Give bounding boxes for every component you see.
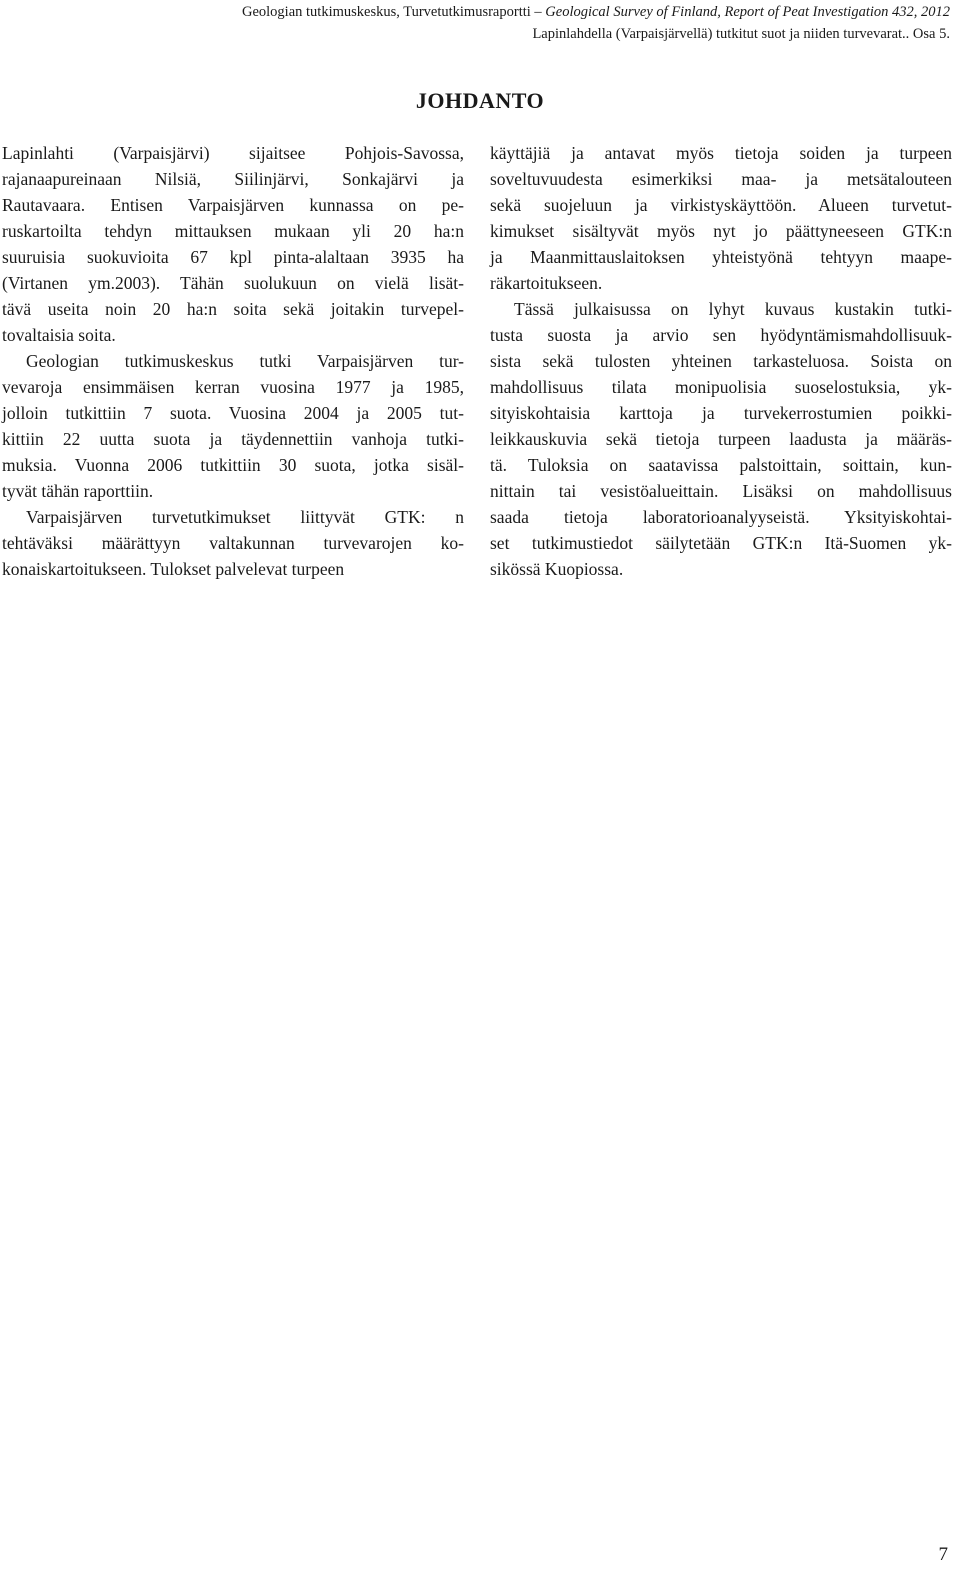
right-paragraph (490, 140, 952, 296)
section-title: JOHDANTO (415, 88, 545, 113)
text-line: tyvät tähän raporttiin. (2, 481, 154, 501)
text-line: suuruisia suokuvioita 67 kpl pinta-alaltaan 3935 ha (2, 247, 464, 267)
text-line: tävä useita noin 20 ha:n soita sekä joitakin turvepel- (2, 299, 464, 319)
text-line: mahdollisuus tilata monipuolisia suoselostuksia, yk- (490, 377, 952, 397)
text-line: konaiskartoitukseen. Tulokset palvelevat turpeen (2, 559, 345, 579)
text-line: sekä suojeluun ja virkistyskäyttöön. Alueen turvetut- (490, 195, 952, 215)
text-line: tehtäväksi määrättyyn valtakunnan turvevarojen ko- (2, 533, 464, 553)
text-line: Lapinlahti (Varpaisjärvi) sijaitsee Pohjois-Savossa, (2, 143, 464, 163)
left-paragraph (2, 140, 464, 348)
left-paragraph (2, 348, 464, 504)
text-line: sikössä Kuopiossa. (490, 559, 624, 579)
text-line: vevaroja ensimmäisen kerran vuosina 1977 ja 1985, (2, 377, 464, 397)
page-number: 7 (938, 1544, 948, 1565)
left-paragraph (2, 504, 464, 582)
text-line: käyttäjiä ja antavat myös tietoja soiden ja turpeen (490, 143, 952, 163)
text-line: rajanaapureinaan Nilsiä, Siilinjärvi, Sonkajärvi ja (2, 169, 464, 189)
text-line: tovaltaisia soita. (2, 325, 116, 345)
text-line: set tutkimustiedot säilytetään GTK:n Itä-Suomen yk- (490, 533, 952, 553)
running-head-series-english: Geological Survey of Finland, Report of Peat Investigation 432, 2012 (545, 4, 950, 20)
running-head-line-2: Lapinlahdella (Varpaisjärvellä) tutkitut suot ja niiden turvevarat.. Osa 5. (532, 26, 950, 42)
text-line: räkartoitukseen. (490, 273, 603, 293)
text-line: tusta suosta ja arvio sen hyödyntämismahdollisuuk- (490, 325, 952, 345)
running-head-line-1 (242, 1, 950, 23)
text-line: Tässä julkaisussa on lyhyt kuvaus kustakin tutki- (514, 299, 952, 319)
text-line: sityiskohtaisia karttoja ja turvekerrostumien poikki- (490, 403, 952, 423)
text-line: Geologian tutkimuskeskus tutki Varpaisjärven tur- (26, 351, 464, 371)
text-line: kimukset sisältyvät myös nyt jo päättyneeseen GTK:n (490, 221, 952, 241)
text-line: leikkauskuvia sekä tietoja turpeen laadusta ja määräs- (490, 429, 952, 449)
text-line: Rautavaara. Entisen Varpaisjärven kunnassa on pe- (2, 195, 464, 215)
text-line: ruskartoilta tehdyn mittauksen mukaan yli 20 ha:n (2, 221, 464, 241)
running-head-series: Geologian tutkimuskeskus, Turvetutkimusraportti – (241, 4, 546, 20)
text-line: kittiin 22 uutta suota ja täydennettiin vanhoja tutki- (2, 429, 464, 449)
text-line: soveltuvuudesta esimerkiksi maa- ja metsätalouteen (490, 169, 952, 189)
running-head (242, 1, 950, 45)
text-line: nittain tai vesistöalueittain. Lisäksi on mahdollisuus (490, 481, 952, 501)
text-line: sista sekä tulosten yhteinen tarkasteluosa. Soista on (490, 351, 952, 371)
text-line: ja Maanmittauslaitoksen yhteistyönä tehtyyn maape- (490, 247, 952, 267)
text-line: muksia. Vuonna 2006 tutkittiin 30 suota, jotka sisäl- (2, 455, 464, 475)
right-paragraph (490, 296, 952, 582)
text-line: tä. Tuloksia on saatavissa palstoittain, soittain, kun- (490, 455, 952, 475)
text-line: (Virtanen ym.2003). Tähän suolukuun on vielä lisät- (2, 273, 464, 293)
text-line: saada tietoja laboratorioanalyyseistä. Yksityiskohtai- (490, 507, 952, 527)
right-column (490, 140, 952, 582)
text-line: Varpaisjärven turvetutkimukset liittyvät GTK: n (26, 507, 464, 527)
text-line: jolloin tutkittiin 7 suota. Vuosina 2004 ja 2005 tut- (2, 403, 464, 423)
left-column (2, 140, 464, 582)
